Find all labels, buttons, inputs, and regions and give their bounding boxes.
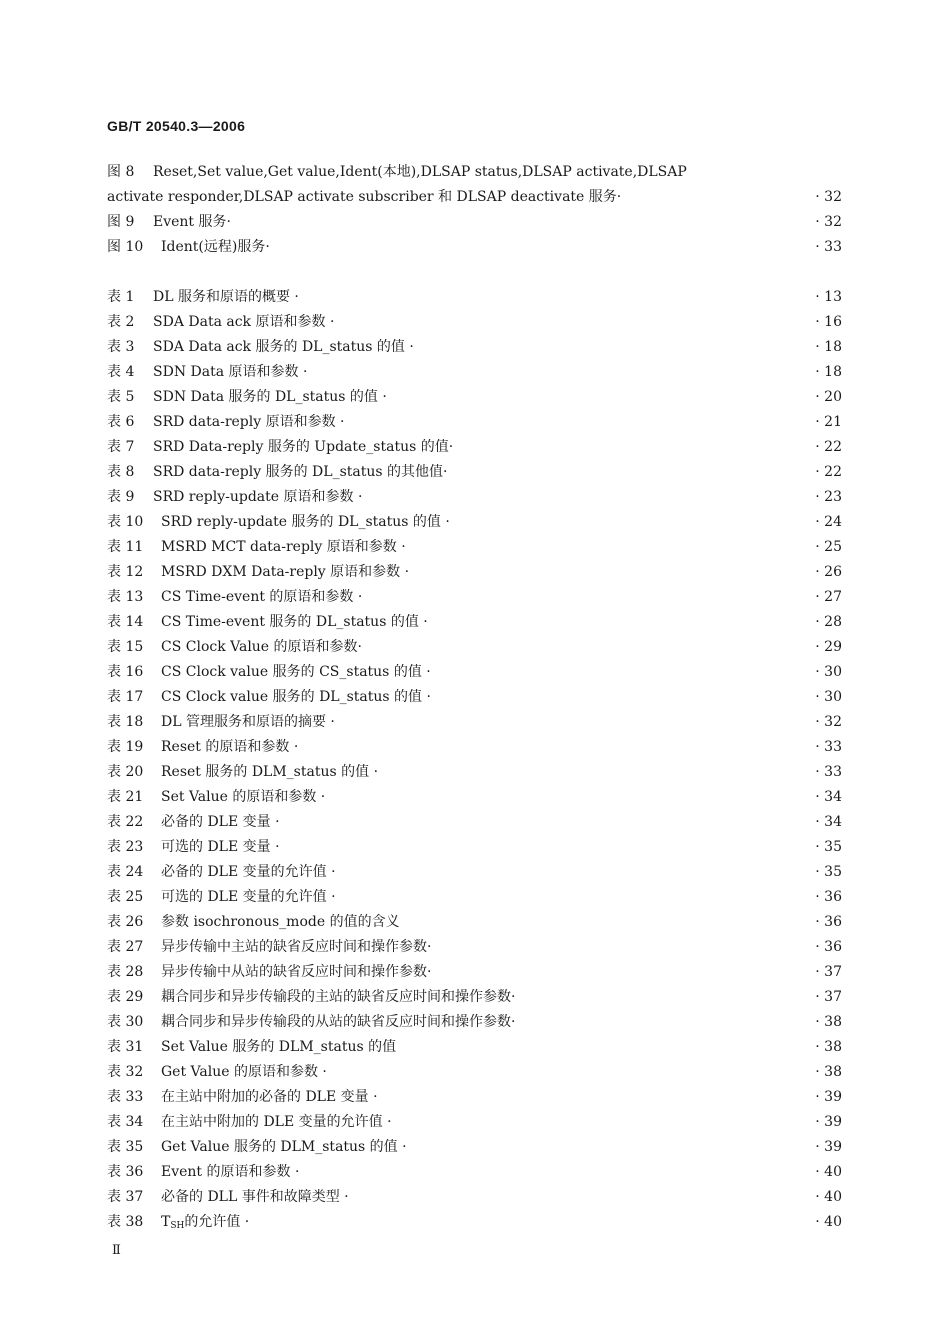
entry-page: · 36 — [815, 939, 842, 955]
entry-label: 表 28 — [107, 964, 144, 980]
toc-entry[interactable] — [107, 585, 842, 610]
entry-label: 表 13 — [107, 589, 144, 605]
entry-label: 表 18 — [107, 714, 144, 730]
entry-page: · 34 — [815, 814, 842, 830]
entry-page: · 28 — [815, 614, 842, 630]
toc-entry[interactable] — [107, 410, 842, 435]
entry-title: SRD reply-update 原语和参数 · — [153, 489, 363, 505]
entry-page: · 39 — [815, 1139, 842, 1155]
toc-entry[interactable] — [107, 685, 842, 710]
entry-title: activate responder,DLSAP activate subscriber 和 DLSAP deactivate 服务· — [107, 189, 622, 205]
toc-entry[interactable] — [107, 1035, 842, 1060]
entry-page: · 24 — [815, 514, 842, 530]
entry-title: CS Time-event 的原语和参数 · — [161, 589, 363, 605]
entry-title: CS Clock Value 的原语和参数· — [161, 639, 362, 655]
entry-label: 表 35 — [107, 1139, 144, 1155]
entry-title: 异步传输中从站的缺省反应时间和操作参数· — [161, 964, 432, 980]
toc-entry[interactable] — [107, 810, 842, 835]
toc-entry[interactable] — [107, 210, 842, 235]
toc-entry[interactable] — [107, 1135, 842, 1160]
entry-title: Reset 的原语和参数 · — [161, 739, 299, 755]
toc-entry[interactable] — [107, 635, 842, 660]
toc-entry[interactable] — [107, 760, 842, 785]
toc-entry[interactable] — [107, 1185, 842, 1210]
entry-label: 表 26 — [107, 914, 144, 930]
entry-label: 表 22 — [107, 814, 144, 830]
entry-page: · 33 — [815, 239, 842, 255]
toc-entry[interactable] — [107, 735, 842, 760]
entry-title: Reset,Set value,Get value,Ident(本地),DLSAP status,DLSAP activate,DLSAP — [153, 164, 687, 180]
entry-label: 表 31 — [107, 1039, 144, 1055]
entry-title: SDA Data ack 服务的 DL_status 的值 · — [153, 339, 414, 355]
entry-label: 表 19 — [107, 739, 144, 755]
entry-page: · 23 — [815, 489, 842, 505]
entry-label: 表 15 — [107, 639, 144, 655]
entry-title: Event 的原语和参数 · — [161, 1164, 300, 1180]
entry-page: · 40 — [815, 1189, 842, 1205]
entry-label: 表 9 — [107, 489, 135, 505]
entry-page: · 38 — [815, 1064, 842, 1080]
entry-label: 表 1 — [107, 289, 135, 305]
toc-entry[interactable] — [107, 460, 842, 485]
entry-title: SDA Data ack 原语和参数 · — [153, 314, 335, 330]
toc-entry[interactable] — [107, 1160, 842, 1185]
entry-label: 表 23 — [107, 839, 144, 855]
entry-title: 异步传输中主站的缺省反应时间和操作参数· — [161, 939, 432, 955]
table-list — [107, 285, 842, 1235]
toc-entry[interactable] — [107, 710, 842, 735]
entry-page: · 40 — [815, 1164, 842, 1180]
entry-page: · 40 — [815, 1214, 842, 1230]
toc-entry[interactable] — [107, 435, 842, 460]
entry-page: · 18 — [815, 364, 842, 380]
entry-page: · 21 — [815, 414, 842, 430]
entry-label: 表 5 — [107, 389, 135, 405]
entry-label: 表 37 — [107, 1189, 144, 1205]
toc-entry[interactable] — [107, 660, 842, 685]
entry-title: 必备的 DLE 变量 · — [161, 814, 280, 830]
entry-label: 表 3 — [107, 339, 135, 355]
entry-label: 表 30 — [107, 1014, 144, 1030]
toc-entry[interactable] — [107, 485, 842, 510]
entry-title: Set Value 的原语和参数 · — [161, 789, 326, 805]
entry-title: 可选的 DLE 变量的允许值 · — [161, 889, 336, 905]
toc-entry[interactable] — [107, 985, 842, 1010]
entry-page: · 37 — [815, 964, 842, 980]
entry-label: 表 38 — [107, 1214, 144, 1230]
entry-page: · 27 — [815, 589, 842, 605]
entry-title: 必备的 DLL 事件和故障类型 · — [161, 1189, 349, 1205]
toc-entry[interactable] — [107, 510, 842, 535]
entry-title — [161, 1210, 249, 1239]
entry-label: 表 36 — [107, 1164, 144, 1180]
toc-entry[interactable] — [107, 560, 842, 585]
entry-label: 表 21 — [107, 789, 144, 805]
entry-page: · 20 — [815, 389, 842, 405]
entry-title: SDN Data 原语和参数 · — [153, 364, 308, 380]
entry-page: · 39 — [815, 1089, 842, 1105]
entry-title: 耦合同步和异步传输段的从站的缺省反应时间和操作参数· — [161, 1014, 516, 1030]
entry-label: 表 14 — [107, 614, 144, 630]
entry-page: · 30 — [815, 664, 842, 680]
toc-entry[interactable] — [107, 610, 842, 635]
entry-page: · 33 — [815, 739, 842, 755]
toc-entry[interactable] — [107, 285, 842, 310]
toc-entry-figure-8[interactable] — [107, 160, 842, 185]
toc-entry[interactable] — [107, 235, 842, 260]
entry-title: CS Clock value 服务的 CS_status 的值 · — [161, 664, 431, 680]
entry-page: · 26 — [815, 564, 842, 580]
entry-label: 图 10 — [107, 239, 144, 255]
toc-entry[interactable] — [107, 960, 842, 985]
entry-page: · 35 — [815, 864, 842, 880]
entry-label: 表 25 — [107, 889, 144, 905]
entry-page: · 22 — [815, 464, 842, 480]
entry-title: Get Value 服务的 DLM_status 的值 · — [161, 1139, 407, 1155]
page-number: Ⅱ — [112, 1243, 121, 1258]
entry-page: · 38 — [815, 1014, 842, 1030]
entry-title: Ident(远程)服务· — [161, 239, 270, 255]
entry-label: 表 20 — [107, 764, 144, 780]
toc-entry[interactable] — [107, 1110, 842, 1135]
entry-title: SRD data-reply 服务的 DL_status 的其他值· — [153, 464, 448, 480]
section-spacer — [107, 260, 842, 285]
entry-page: · 18 — [815, 339, 842, 355]
toc-entry[interactable] — [107, 785, 842, 810]
entry-title: 耦合同步和异步传输段的主站的缺省反应时间和操作参数· — [161, 989, 516, 1005]
entry-title: SDN Data 服务的 DL_status 的值 · — [153, 389, 387, 405]
entry-page: · 37 — [815, 989, 842, 1005]
entry-page: · 22 — [815, 439, 842, 455]
entry-title: DL 管理服务和原语的摘要 · — [161, 714, 335, 730]
toc-entry[interactable] — [107, 335, 842, 360]
toc-entry[interactable] — [107, 885, 842, 910]
title-rest: 的允许值 · — [184, 1214, 250, 1230]
document-number: GB/T 20540.3—2006 — [107, 118, 246, 134]
entry-label: 表 27 — [107, 939, 144, 955]
entry-title: 可选的 DLE 变量 · — [161, 839, 280, 855]
entry-title: SRD Data-reply 服务的 Update_status 的值· — [153, 439, 454, 455]
toc-entry[interactable] — [107, 935, 842, 960]
entry-title: MSRD DXM Data-reply 原语和参数 · — [161, 564, 410, 580]
entry-page: · 33 — [815, 764, 842, 780]
entry-label: 表 4 — [107, 364, 135, 380]
toc-entry-figure-8-continued[interactable] — [107, 185, 842, 210]
entry-label: 表 32 — [107, 1064, 144, 1080]
entry-label: 图 9 — [107, 214, 135, 230]
entry-page: · 32 — [815, 189, 842, 205]
entry-label: 表 29 — [107, 989, 144, 1005]
entry-page: · 32 — [815, 214, 842, 230]
entry-title: DL 服务和原语的概要 · — [153, 289, 299, 305]
entry-label: 表 11 — [107, 539, 144, 555]
toc-entry[interactable] — [107, 360, 842, 385]
entry-label: 表 8 — [107, 464, 135, 480]
toc-entry[interactable] — [107, 1085, 842, 1110]
entry-label: 表 10 — [107, 514, 144, 530]
toc-entry[interactable] — [107, 1060, 842, 1085]
entry-page: · 29 — [815, 639, 842, 655]
entry-page: · 34 — [815, 789, 842, 805]
entry-title: 在主站中附加的必备的 DLE 变量 · — [161, 1089, 378, 1105]
toc-entry[interactable] — [107, 835, 842, 860]
entry-title: Set Value 服务的 DLM_status 的值 — [161, 1039, 397, 1055]
entry-title: SRD data-reply 原语和参数 · — [153, 414, 345, 430]
entry-label: 表 16 — [107, 664, 144, 680]
entry-label: 图 8 — [107, 164, 135, 180]
entry-page: · 13 — [815, 289, 842, 305]
entry-label: 表 24 — [107, 864, 144, 880]
entry-page: · 32 — [815, 714, 842, 730]
entry-page: · 38 — [815, 1039, 842, 1055]
entry-title: SRD reply-update 服务的 DL_status 的值 · — [161, 514, 450, 530]
title-main: T — [161, 1214, 171, 1230]
entry-label: 表 6 — [107, 414, 135, 430]
entry-page: · 39 — [815, 1114, 842, 1130]
entry-page: · 36 — [815, 889, 842, 905]
entry-label: 表 12 — [107, 564, 144, 580]
entry-title: Reset 服务的 DLM_status 的值 · — [161, 764, 379, 780]
title-subscript: SH — [170, 1221, 185, 1231]
entry-title: 在主站中附加的 DLE 变量的允许值 · — [161, 1114, 392, 1130]
entry-title: MSRD MCT data-reply 原语和参数 · — [161, 539, 406, 555]
toc-entry[interactable] — [107, 310, 842, 335]
entry-label: 表 34 — [107, 1114, 144, 1130]
entry-label: 表 17 — [107, 689, 144, 705]
entry-title: 参数 isochronous_mode 的值的含义 — [161, 914, 400, 930]
entry-title: Get Value 的原语和参数 · — [161, 1064, 327, 1080]
entry-page: · 16 — [815, 314, 842, 330]
entry-page: · 35 — [815, 839, 842, 855]
entry-label: 表 7 — [107, 439, 135, 455]
entry-title: 必备的 DLE 变量的允许值 · — [161, 864, 336, 880]
entry-page: · 36 — [815, 914, 842, 930]
entry-label: 表 33 — [107, 1089, 144, 1105]
entry-page: · 30 — [815, 689, 842, 705]
entry-title: CS Time-event 服务的 DL_status 的值 · — [161, 614, 428, 630]
table-of-contents — [107, 160, 842, 1235]
toc-entry[interactable] — [107, 1010, 842, 1035]
entry-title: CS Clock value 服务的 DL_status 的值 · — [161, 689, 431, 705]
entry-label: 表 2 — [107, 314, 135, 330]
entry-title: Event 服务· — [153, 214, 231, 230]
toc-entry[interactable] — [107, 535, 842, 560]
figure-list — [107, 210, 842, 260]
toc-entry[interactable] — [107, 385, 842, 410]
toc-entry[interactable] — [107, 1210, 842, 1235]
toc-entry[interactable] — [107, 910, 842, 935]
toc-entry[interactable] — [107, 860, 842, 885]
entry-page: · 25 — [815, 539, 842, 555]
